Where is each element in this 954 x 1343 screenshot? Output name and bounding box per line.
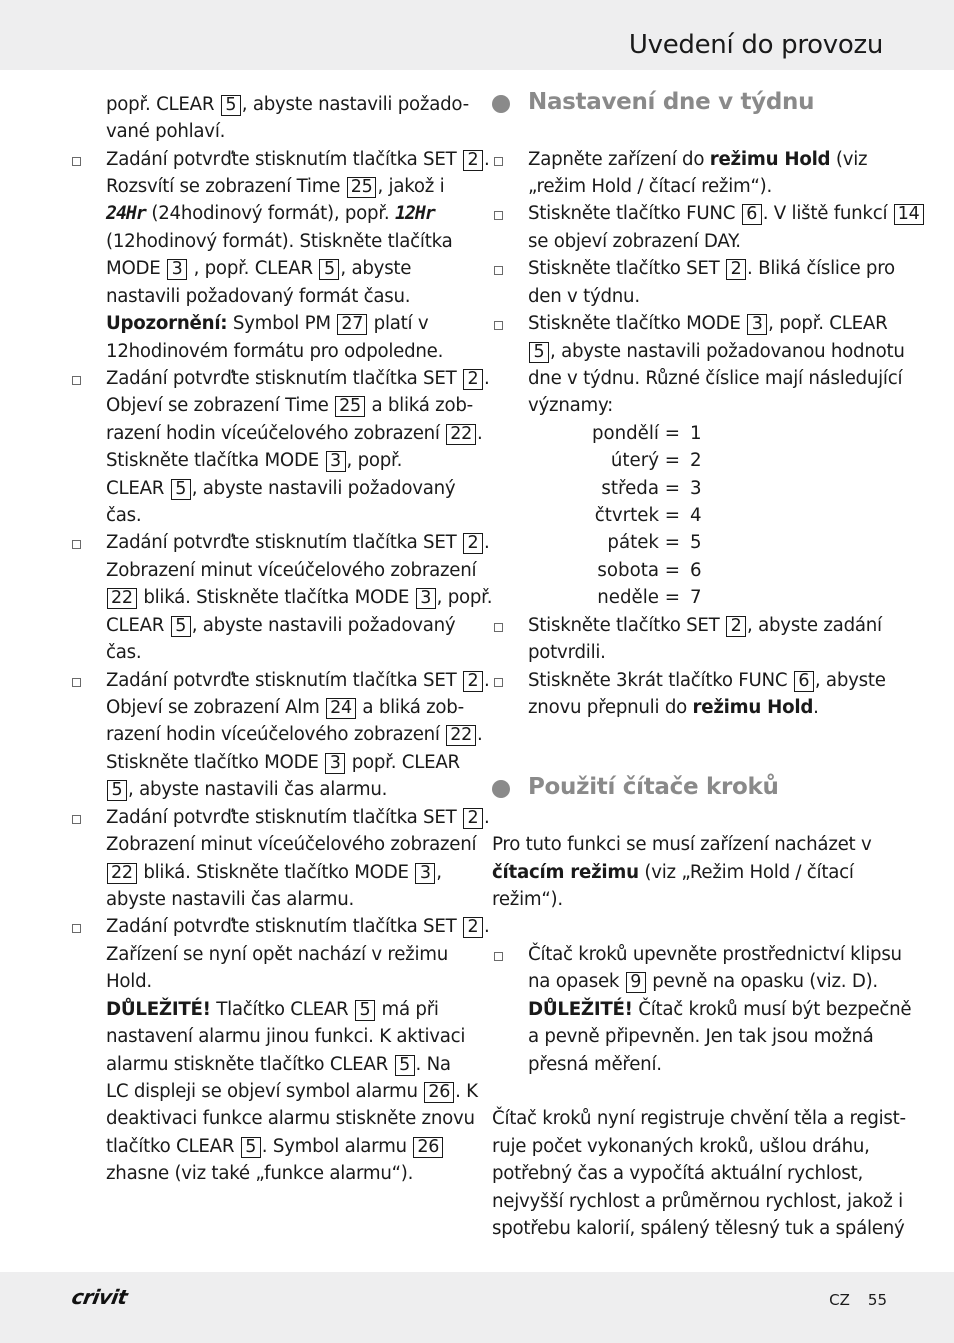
text-line — [106, 424, 483, 445]
checkbox-bullet-icon — [72, 815, 81, 824]
text-line — [106, 808, 490, 829]
text-line — [106, 1000, 439, 1021]
page-title: Uvedení do provozu — [628, 30, 883, 60]
checkbox-bullet-icon — [72, 540, 81, 549]
reference-number-box: 5 — [319, 259, 339, 280]
text-line: nastavení alarmu jinou funkci. K aktivaci — [106, 1026, 466, 1047]
reference-number-box: 2 — [463, 533, 483, 554]
text-fragment: bliká. Stiskněte tlačítko MODE — [137, 862, 415, 883]
text-fragment: platí v — [368, 313, 429, 334]
reference-number-box: 2 — [463, 369, 483, 390]
text-line: abyste nastavili čas alarmu. — [106, 889, 355, 910]
text-fragment: , abyste nastavili požadovanou hodnotu — [550, 341, 905, 362]
text-fragment: Zadání potvrďte stisknutím tlačítka SET — [106, 670, 462, 691]
text-fragment: má při — [375, 999, 439, 1020]
text-line: potřebný čas a vypočítá aktuální rychlost, — [492, 1163, 864, 1184]
text-fragment: a bliká zob- — [356, 697, 464, 718]
section-heading: Použití čítače kroků — [528, 774, 779, 800]
weekday-number: 3 — [690, 478, 702, 499]
text-line — [106, 150, 490, 171]
12hr-display-icon: 12Hr — [394, 203, 435, 224]
reference-number-box: 5 — [355, 1000, 375, 1021]
weekday-name: pátek = — [607, 532, 680, 553]
heading-bullet-icon — [492, 780, 510, 798]
text-fragment: Stiskněte tlačítko MODE — [106, 752, 325, 773]
text-line: nastavili požadovaný formát času. — [106, 286, 411, 307]
text-fragment: . — [483, 532, 490, 553]
text-line — [528, 972, 878, 993]
reference-number-box: 3 — [416, 588, 436, 609]
text-fragment: a bliká zob- — [365, 395, 473, 416]
text-line — [528, 1000, 911, 1020]
text-line: významy: — [528, 395, 614, 416]
reference-number-box: 3 — [326, 451, 346, 472]
text-line — [106, 396, 473, 417]
text-line: Zobrazení minut víceúčelového zobrazení — [106, 560, 477, 581]
text-fragment: pevně na opasku (viz. D). — [646, 971, 878, 992]
checkbox-bullet-icon — [72, 157, 81, 166]
reference-number-box: 2 — [463, 671, 483, 692]
text-line — [106, 1055, 451, 1076]
text-line: zhasne (viz také „funkce alarmu“). — [106, 1163, 414, 1184]
reference-number-box: 5 — [171, 479, 191, 500]
weekday-number: 2 — [690, 450, 702, 471]
weekday-number: 5 — [690, 532, 702, 553]
text-fragment: Stiskněte tlačítko SET — [528, 615, 726, 636]
text-fragment: , abyste zadání — [747, 615, 882, 636]
text-fragment: Stiskněte tlačítko SET — [528, 258, 726, 279]
text-fragment: . — [477, 724, 483, 745]
text-line: čas. — [106, 642, 142, 663]
reference-number-box: 2 — [726, 616, 746, 637]
text-fragment: (24hodinový formát), popř. — [145, 203, 395, 224]
reference-number-box: 9 — [626, 972, 646, 993]
text-line — [528, 616, 882, 637]
weekday-name: pondělí = — [591, 423, 680, 444]
text-fragment: Zadání potvrďte stisknutím tlačítka SET — [106, 532, 462, 553]
reference-number-box: 3 — [325, 753, 345, 774]
text-fragment: Čítač kroků musí být bezpečně — [632, 999, 912, 1020]
weekday-number: 6 — [690, 560, 702, 581]
text-fragment: , popř. CLEAR — [768, 313, 888, 334]
text-fragment: Objeví se zobrazení Time — [106, 395, 335, 416]
text-line — [106, 616, 455, 637]
text-fragment: tlačítko CLEAR — [106, 1136, 240, 1157]
text-fragment: (viz — [830, 149, 868, 170]
reference-number-box: 25 — [347, 177, 377, 198]
text-line: 12hodinovém formátu pro odpoledne. — [106, 341, 444, 362]
reference-number-box: 24 — [326, 698, 356, 719]
text-fragment: (viz „Režim Hold / čítací — [638, 862, 854, 883]
text-line: spotřebu kalorií, spálený tělesný tuk a spálený — [492, 1218, 905, 1239]
text-fragment: , popř. CLEAR — [188, 258, 319, 279]
reference-number-box: 5 — [221, 95, 241, 116]
text-fragment: alarmu stiskněte tlačítko CLEAR — [106, 1054, 394, 1075]
text-fragment: Stiskněte tlačítka MODE — [106, 450, 325, 471]
reference-number-box: 25 — [335, 396, 365, 417]
checkbox-bullet-icon — [494, 157, 503, 166]
text-fragment: čítacím režimu — [492, 862, 639, 883]
text-fragment: . Na — [415, 1054, 451, 1075]
text-line — [528, 150, 867, 170]
text-line: den v týdnu. — [528, 286, 640, 307]
text-fragment: . — [483, 916, 490, 937]
text-line — [106, 479, 455, 500]
reference-number-box: 2 — [463, 917, 483, 938]
text-fragment: , abyste — [340, 258, 412, 279]
text-fragment: Zadání potvrďte stisknutím tlačítka SET — [106, 149, 462, 170]
reference-number-box: 5 — [241, 1137, 261, 1158]
text-line: režim“). — [492, 889, 563, 910]
reference-number-box: 2 — [463, 808, 483, 829]
text-line: (12hodinový formát). Stiskněte tlačítka — [106, 231, 453, 252]
text-line — [106, 369, 490, 390]
text-line — [106, 177, 444, 198]
weekday-name: čtvrtek = — [594, 505, 680, 526]
reference-number-box: 3 — [747, 314, 767, 335]
reference-number-box: 14 — [894, 204, 924, 225]
text-fragment: bliká. Stiskněte tlačítka MODE — [137, 587, 415, 608]
reference-number-box: 5 — [529, 342, 549, 363]
text-fragment: na opasek — [528, 971, 625, 992]
text-fragment: LC displeji se objeví symbol alarmu — [106, 1081, 424, 1102]
text-fragment: , abyste nastavili požadovaný — [191, 478, 456, 499]
text-line — [528, 314, 887, 335]
text-fragment: znovu přepnuli do — [528, 697, 693, 718]
text-fragment: Upozornění: — [106, 313, 228, 334]
text-fragment: Rozsvítí se zobrazení Time — [106, 176, 346, 197]
text-fragment: Tlačítko CLEAR — [210, 999, 354, 1020]
text-fragment: . V liště funkcí — [762, 203, 893, 224]
weekday-number: 4 — [690, 505, 702, 526]
text-fragment: . — [483, 368, 490, 389]
text-line — [106, 259, 411, 280]
footer-bar — [0, 1272, 954, 1343]
text-fragment: razení hodin víceúčelového zobrazení — [106, 724, 446, 745]
text-fragment: CLEAR — [106, 478, 170, 499]
text-fragment: . — [483, 807, 490, 828]
text-line — [106, 95, 469, 116]
text-line: Čítač kroků upevněte prostřednictví klipsu — [528, 944, 902, 965]
text-fragment: . — [477, 423, 483, 444]
text-line: Pro tuto funkci se musí zařízení nacházet v — [492, 834, 872, 855]
text-line — [106, 671, 490, 692]
text-line — [106, 204, 435, 224]
text-line: čas. — [106, 505, 142, 526]
text-line: ruje počet vykonaných kroků, ušlou dráhu, — [492, 1136, 870, 1157]
text-fragment: popř. CLEAR — [346, 752, 460, 773]
page-info — [829, 1291, 887, 1309]
text-fragment: , popř. — [346, 450, 403, 471]
text-line — [106, 780, 387, 801]
text-line — [106, 863, 442, 884]
text-line: nejvyšší rychlost a průměrnou rychlost, jakož i — [492, 1191, 903, 1212]
text-fragment: . Bliká číslice pro — [747, 258, 895, 279]
text-fragment: , popř. — [436, 587, 493, 608]
checkbox-bullet-icon — [494, 321, 503, 330]
text-line — [106, 451, 402, 472]
reference-number-box: 2 — [463, 150, 483, 171]
text-fragment: razení hodin víceúčelového zobrazení — [106, 423, 446, 444]
text-fragment: , abyste — [814, 670, 886, 691]
reference-number-box: 22 — [446, 424, 476, 445]
reference-number-box: 26 — [413, 1137, 443, 1158]
text-line — [528, 259, 895, 280]
text-line — [106, 314, 428, 335]
reference-number-box: 26 — [424, 1082, 454, 1103]
reference-number-box: 3 — [415, 863, 435, 884]
reference-number-box: 2 — [726, 259, 746, 280]
header-bar — [0, 0, 954, 70]
text-fragment: Stiskněte tlačítko MODE — [528, 313, 747, 334]
text-fragment: Stiskněte 3krát tlačítko FUNC — [528, 670, 793, 691]
weekday-name: úterý = — [610, 450, 680, 471]
text-line: deaktivaci funkce alarmu stiskněte znovu — [106, 1108, 475, 1129]
text-fragment: CLEAR — [106, 615, 170, 636]
text-fragment: . — [813, 697, 819, 718]
text-line — [106, 725, 483, 746]
checkbox-bullet-icon — [494, 952, 503, 961]
weekday-name: sobota = — [597, 560, 680, 581]
text-fragment: Zapněte zařízení do — [528, 149, 710, 170]
reference-number-box: 22 — [107, 863, 137, 884]
reference-number-box: 22 — [107, 588, 137, 609]
text-line: potvrdili. — [528, 642, 606, 663]
text-line — [106, 588, 492, 609]
text-fragment: , — [436, 862, 442, 883]
heading-bullet-icon — [492, 95, 510, 113]
reference-number-box: 3 — [167, 259, 187, 280]
text-fragment: , abyste nastavili požadovaný — [191, 615, 456, 636]
text-fragment: DŮLEŽITÉ! — [528, 999, 633, 1020]
text-line: dne v týdnu. Různé číslice mají následující — [528, 368, 903, 389]
text-fragment: Zadání potvrďte stisknutím tlačítka SET — [106, 916, 462, 937]
text-fragment: . K — [455, 1081, 478, 1102]
text-fragment: Zadání potvrďte stisknutím tlačítka SET — [106, 368, 462, 389]
reference-number-box: 22 — [446, 725, 476, 746]
checkbox-bullet-icon — [494, 266, 503, 275]
text-fragment: , abyste nastavili požado- — [241, 94, 469, 115]
weekday-name: středa = — [601, 478, 680, 499]
text-line — [492, 863, 854, 883]
checkbox-bullet-icon — [494, 211, 503, 220]
checkbox-bullet-icon — [72, 678, 81, 687]
language-code: CZ — [829, 1291, 850, 1309]
text-line — [528, 698, 819, 718]
text-fragment: Zadání potvrďte stisknutím tlačítka SET — [106, 807, 462, 828]
reference-number-box: 5 — [107, 780, 127, 801]
text-line: Zařízení se nyní opět nachází v režimu — [106, 944, 448, 965]
text-line: Hold. — [106, 971, 152, 992]
reference-number-box: 6 — [794, 671, 814, 692]
text-line — [528, 342, 905, 363]
checkbox-bullet-icon — [494, 623, 503, 632]
text-line — [106, 917, 490, 938]
text-line — [106, 1082, 478, 1103]
text-line — [106, 533, 490, 554]
text-line: „režim Hold / čítací režim“). — [528, 176, 773, 197]
text-line: a pevně připevněn. Jen tak jsou možná — [528, 1026, 874, 1047]
text-line: se objeví zobrazení DAY. — [528, 231, 741, 252]
text-fragment: , jakož i — [377, 176, 445, 197]
text-fragment: . — [483, 149, 490, 170]
checkbox-bullet-icon — [72, 376, 81, 385]
weekday-name: neděle = — [597, 587, 680, 608]
text-fragment: režimu Hold — [692, 697, 814, 718]
page-number: 55 — [867, 1291, 887, 1309]
text-line — [106, 698, 464, 719]
reference-number-box: 5 — [171, 616, 191, 637]
reference-number-box: 5 — [395, 1055, 415, 1076]
text-fragment: Stiskněte tlačítko FUNC — [528, 203, 741, 224]
24hr-display-icon: 24Hr — [106, 203, 146, 224]
text-line — [528, 671, 886, 692]
text-line: Čítač kroků nyní registruje chvění těla a regist- — [492, 1108, 906, 1129]
text-line: Zobrazení minut víceúčelového zobrazení — [106, 834, 477, 855]
text-fragment: popř. CLEAR — [106, 94, 220, 115]
text-fragment: Symbol PM — [227, 313, 337, 334]
text-fragment: , abyste nastavili čas alarmu. — [128, 779, 388, 800]
checkbox-bullet-icon — [72, 924, 81, 933]
text-line: vané pohlaví. — [106, 121, 226, 142]
checkbox-bullet-icon — [494, 678, 503, 687]
text-fragment: . — [483, 670, 490, 691]
section-heading: Nastavení dne v týdnu — [528, 89, 815, 115]
text-fragment: . Symbol alarmu — [261, 1136, 413, 1157]
weekday-number: 7 — [690, 587, 702, 608]
text-line — [528, 204, 925, 225]
text-line: přesná měření. — [528, 1054, 662, 1075]
text-line — [106, 1137, 444, 1158]
weekday-number: 1 — [690, 423, 702, 444]
text-fragment: MODE — [106, 258, 167, 279]
reference-number-box: 6 — [742, 204, 762, 225]
reference-number-box: 27 — [337, 314, 367, 335]
brand-logo: crivit — [69, 1285, 130, 1309]
text-fragment: DŮLEŽITÉ! — [106, 999, 211, 1020]
text-fragment: režimu Hold — [709, 149, 831, 170]
text-fragment: Objeví se zobrazení Alm — [106, 697, 326, 718]
text-line — [106, 753, 460, 774]
